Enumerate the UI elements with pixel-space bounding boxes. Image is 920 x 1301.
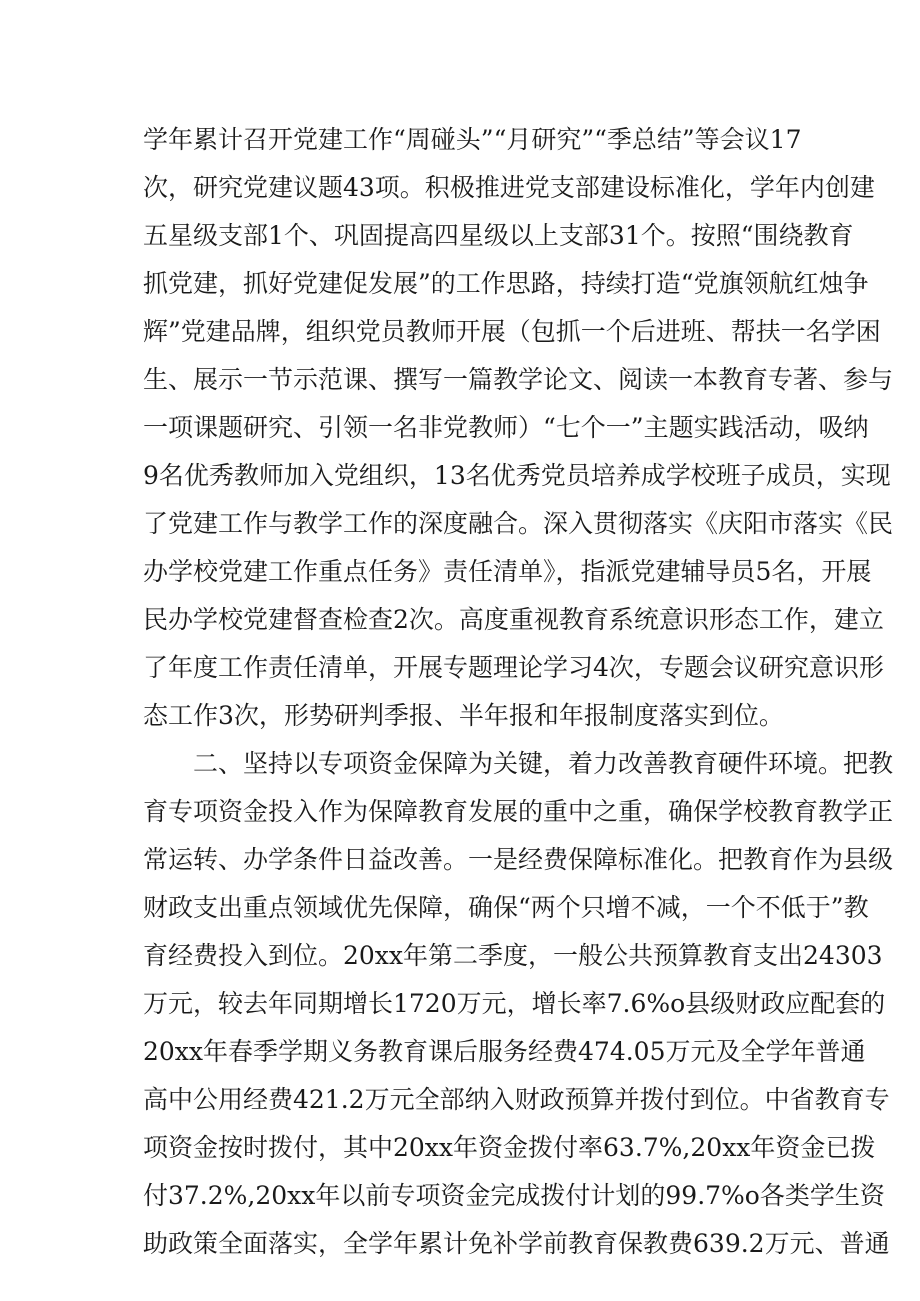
paragraph-2-line: 高中公用经费421.2万元全部纳入财政预算并拨付到位。中省教育专 [143,1085,890,1114]
paragraph-1-line: 办学校党建工作重点任务》责任清单》，指派党建辅导员5名，开展 [143,557,872,586]
paragraph-2-line: 财政支出重点领域优先保障，确保“两个只增不减，一个不低于”教 [143,893,869,922]
paragraph-2-line: 二、坚持以专项资金保障为关键，着力改善教育硬件环境。把教 [193,749,894,778]
paragraph-1-line: 了党建工作与教学工作的深度融合。深入贯彻落实《庆阳市落实《民 [143,509,894,538]
paragraph-2-line: 付37.2%,20xx年以前专项资金完成拨付计划的99.7%o各类学生资 [143,1181,885,1210]
paragraph-1-line: 一项课题研究、引领一名非党教师）“七个一”主题实践活动，吸纳 [143,413,869,442]
paragraph-1-line: 次，研究党建议题43项。积极推进党支部建设标准化，学年内创建 [143,173,875,202]
paragraph-1-line: 抓党建，抓好党建促发展”的工作思路，持续打造“党旗领航红烛争 [143,269,869,298]
paragraph-1-line: 辉”党建品牌，组织党员教师开展（包抓一个后进班、帮扶一名学困 [143,317,881,346]
paragraph-1-line: 了年度工作责任清单，开展专题理论学习4次，专题会议研究意识形 [143,653,884,682]
paragraph-2-line: 20xx年春季学期义务教育课后服务经费474.05万元及全学年普通 [143,1037,866,1066]
paragraph-1-line: 学年累计召开党建工作“周碰头”“月研究”“季总结”等会议17 [143,125,802,154]
paragraph-1-line: 生、展示一节示范课、撰写一篇教学论文、阅读一本教育专著、参与 [143,365,894,394]
paragraph-1-line: 民办学校党建督查检查2次。高度重视教育系统意识形态工作，建立 [143,605,884,634]
paragraph-1-line: 9名优秀教师加入党组织，13名优秀党员培养成学校班子成员，实现 [143,461,891,490]
paragraph-2-line: 助政策全面落实，全学年累计免补学前教育保教费639.2万元、普通 [143,1229,890,1258]
paragraph-2-line: 育经费投入到位。20xx年第二季度，一般公共预算教育支出24303 [143,941,883,970]
paragraph-2-line: 常运转、办学条件日益改善。一是经费保障标准化。把教育作为县级 [143,845,894,874]
paragraph-2-line: 万元，较去年同期增长1720万元，增长率7.6%o县级财政应配套的 [143,989,886,1018]
paragraph-2-line: 项资金按时拨付，其中20xx年资金拨付率63.7%,20xx年资金已拨 [143,1133,876,1162]
paragraph-1-line: 五星级支部1个、巩固提高四星级以上支部31个。按照“围绕教育 [143,221,854,250]
paragraph-2-line: 育专项资金投入作为保障教育发展的重中之重，确保学校教育教学正 [143,797,894,826]
body-text [143,116,894,1268]
paragraph-1-line: 态工作3次，形势研判季报、半年报和年报制度落实到位。 [143,701,784,730]
